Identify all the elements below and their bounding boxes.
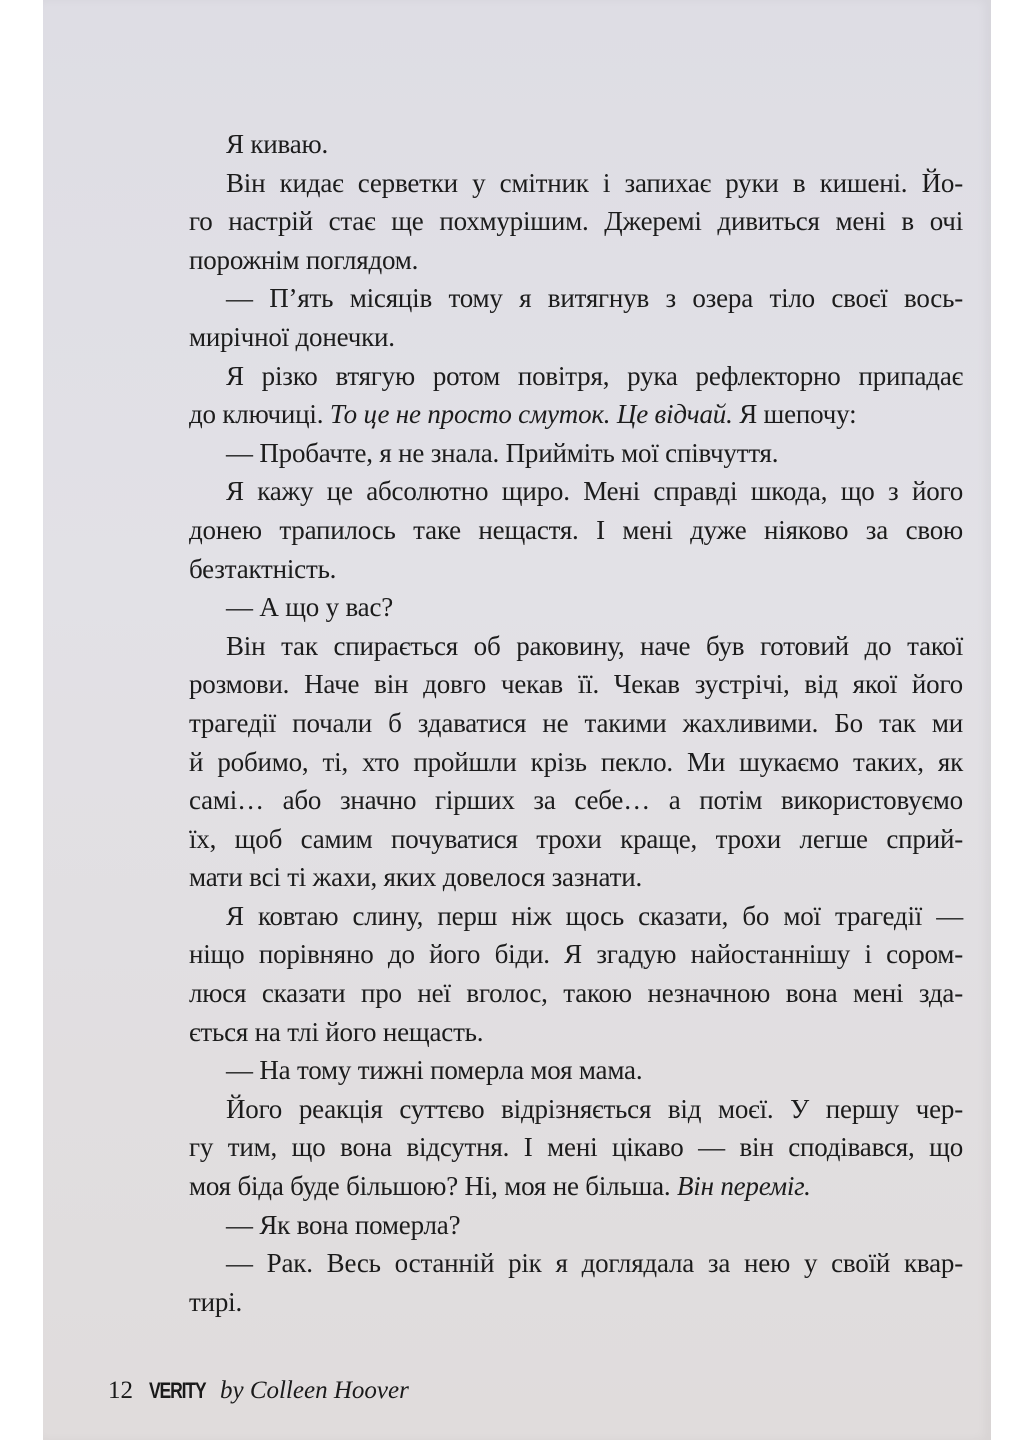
text-segment: Я киваю.: [226, 129, 329, 159]
text-segment: люся сказати про неї вголос, такою незначною вона мені зда-: [189, 978, 963, 1009]
text-line: [189, 1206, 963, 1245]
text-segment: Він кидає серветки у смітник і запихає руки в кишені. Йо-: [226, 167, 963, 198]
text-segment: — А що у вас?: [226, 592, 394, 623]
text-line: [189, 974, 963, 1013]
text-segment: ється на тлі його нещасть.: [189, 1016, 484, 1047]
text-line: [189, 588, 963, 627]
text-line: [189, 1244, 963, 1283]
text-line: [189, 858, 963, 897]
text-segment: — Як вона померла?: [226, 1209, 461, 1240]
text-line: [189, 279, 963, 318]
text-segment: мирічної донечки.: [189, 321, 395, 352]
text-line: [189, 434, 963, 473]
text-segment: мати всі ті жахи, яких довелося зазнати.: [189, 862, 643, 893]
text-segment: — Рак. Весь останній рік я доглядала за нею у своїй квар-: [226, 1248, 963, 1279]
text-line: [189, 125, 963, 164]
text-line: [189, 665, 963, 704]
page-footer: [108, 1377, 409, 1405]
text-segment: безтактність.: [189, 553, 337, 584]
text-line: [189, 472, 963, 511]
text-segment: порожнім поглядом.: [189, 244, 419, 275]
text-line: [189, 1013, 963, 1052]
text-segment: — Пробачте, я не знала. Прийміть мої співчуття.: [226, 437, 779, 468]
text-line: [189, 935, 963, 974]
author-byline: by Colleen Hoover: [219, 1377, 409, 1404]
text-segment: Я ковтаю слину, перш ніж щось сказати, бо мої трагедії —: [226, 900, 963, 931]
text-segment: гу тим, що вона відсутня. І мені цікаво — він сподівався, що: [189, 1132, 963, 1163]
text-segment: Я різко втягую ротом повітря, рука рефлекторно припадає: [226, 360, 963, 391]
text-line: [189, 241, 963, 280]
text-line: [189, 743, 963, 782]
text-line: [189, 1283, 963, 1322]
text-segment: донею трапилось таке нещастя. І мені дуже ніяково за свою: [189, 514, 963, 545]
text-segment: й робимо, ті, хто пройшли крізь пекло. Ми шукаємо таких, як: [189, 746, 963, 777]
text-segment: тирі.: [189, 1286, 243, 1317]
italic-text: То це не просто смуток. Це відчай.: [329, 399, 733, 430]
text-segment: Я шепочу:: [732, 399, 857, 430]
text-line: [189, 627, 963, 666]
text-segment: трагедії почали б здаватися не такими жахливими. Бо так ми: [189, 707, 963, 738]
text-line: [189, 395, 963, 434]
text-segment: Його реакція суттєво відрізняється від моєї. У першу чер-: [226, 1093, 963, 1124]
text-line: [189, 1090, 963, 1129]
book-title: VERITY: [149, 1378, 206, 1403]
text-line: [189, 1128, 963, 1167]
text-line: [189, 550, 963, 589]
text-segment: Я кажу це абсолютно щиро. Мені справді шкода, що з його: [226, 476, 963, 507]
text-segment: їх, щоб самим почуватися трохи краще, трохи легше сприй-: [189, 823, 963, 854]
text-segment: моя біда буде більшою? Ні, моя не більша.: [189, 1171, 677, 1202]
text-segment: го настрій стає ще похмурішим. Джеремі дивиться мені в очі: [189, 206, 963, 237]
text-segment: — П’ять місяців тому я витягнув з озера тіло своєї вось-: [226, 283, 963, 314]
text-segment: до ключиці.: [189, 399, 330, 430]
text-line: [189, 357, 963, 396]
text-line: [189, 202, 963, 241]
text-segment: Він так спирається об раковину, наче був готовий до такої: [226, 630, 963, 661]
italic-text: Він переміг.: [676, 1171, 811, 1202]
body-text: [189, 125, 963, 1321]
text-line: [189, 820, 963, 859]
text-line: [189, 704, 963, 743]
text-line: [189, 1167, 963, 1206]
book-page: [43, 0, 991, 1440]
text-segment: самі… або значно гірших за себе… а потім використовуємо: [189, 785, 963, 816]
text-line: [189, 897, 963, 936]
page-number: 12: [108, 1377, 133, 1404]
text-line: [189, 318, 963, 357]
text-segment: — На тому тижні померла моя мама.: [226, 1055, 643, 1086]
text-line: [189, 1051, 963, 1090]
text-segment: ніщо порівняно до його біди. Я згадую найостаннішу і сором-: [189, 939, 963, 970]
text-line: [189, 781, 963, 820]
text-segment: розмови. Наче він довго чекав її. Чекав зустрічі, від якої його: [189, 669, 963, 700]
text-line: [189, 164, 963, 203]
text-line: [189, 511, 963, 550]
